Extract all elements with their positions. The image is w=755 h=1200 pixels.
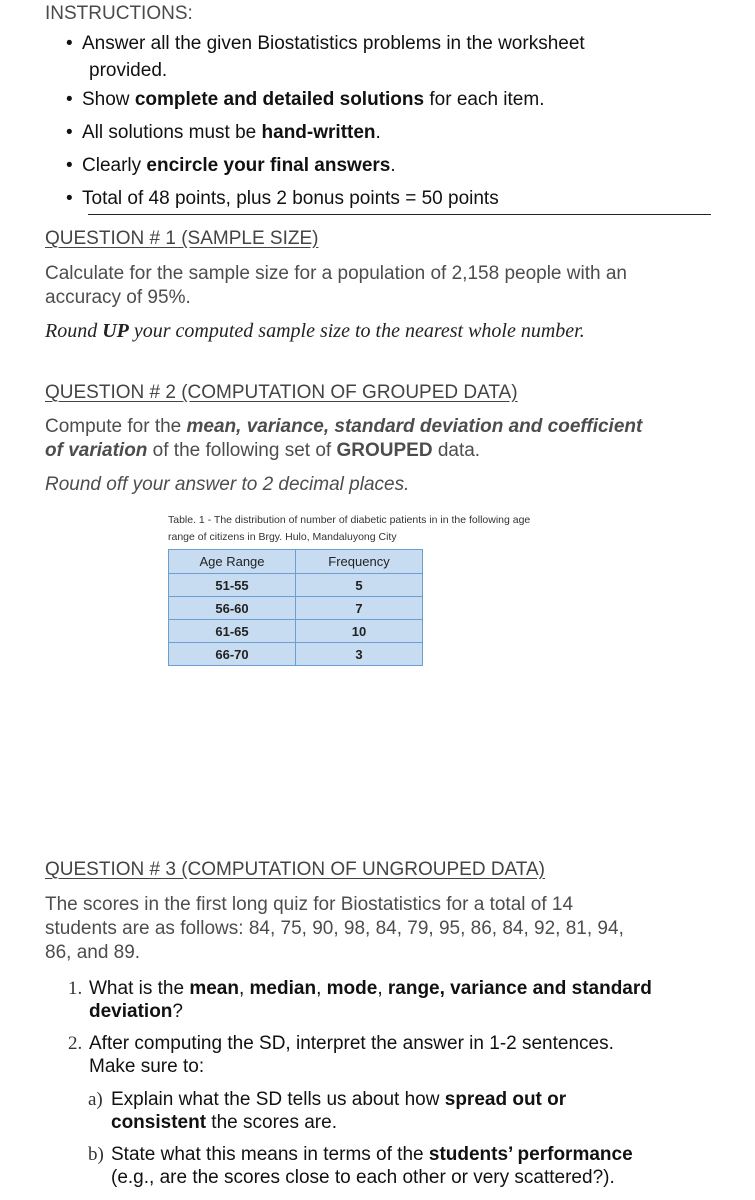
bullet-icon: • — [66, 122, 73, 143]
table-row — [169, 597, 423, 620]
cell-frequency: 7 — [296, 597, 423, 620]
cell-frequency: 5 — [296, 574, 423, 597]
q1-note: Round UP your computed sample size to the nearest whole number. — [45, 320, 585, 342]
instructions-title: INSTRUCTIONS: — [45, 3, 193, 24]
instruction-bullet-1-cont: provided. — [89, 60, 168, 81]
q3-item-2: 2. After computing the SD, interpret the answer in 1-2 sentences. Make sure to: — [68, 1033, 614, 1077]
table-header-row — [169, 550, 423, 574]
bullet-icon: • — [66, 33, 73, 54]
q2-note: Round off your answer to 2 decimal places. — [45, 474, 410, 495]
cell-age-range: 56-60 — [169, 597, 296, 620]
table-row — [169, 620, 423, 643]
cell-age-range: 61-65 — [169, 620, 296, 643]
q2-heading: QUESTION # 2 (COMPUTATION OF GROUPED DATA) — [45, 382, 518, 403]
cell-frequency: 3 — [296, 643, 423, 666]
q3-text: The scores in the first long quiz for Biostatistics for a total of 14 students are as follows: 84, 75, 90, 98, 84, 79, 95, 86, 84, 92, 81, 94, 86, and 89. — [45, 894, 624, 963]
q3-sub-b: b) State what this means in terms of the students’ performance (e.g., are the scores close to each other or very scattered?). — [88, 1144, 633, 1188]
cell-age-range: 51-55 — [169, 574, 296, 597]
instruction-bullet-4: • Clearly encircle your final answers. — [66, 155, 396, 176]
bullet-icon: • — [66, 188, 73, 209]
instruction-bullet-2: • Show complete and detailed solutions for each item. — [66, 89, 545, 110]
instruction-bullet-5: • Total of 48 points, plus 2 bonus points = 50 points — [66, 188, 499, 209]
table-caption: Table. 1 - The distribution of number of diabetic patients in in the following age range of citizens in Brgy. Hulo, Mandaluyong City — [168, 514, 531, 543]
bullet-icon: • — [66, 155, 73, 176]
q3-heading: QUESTION # 3 (COMPUTATION OF UNGROUPED DATA) — [45, 859, 546, 880]
cell-frequency: 10 — [296, 620, 423, 643]
cell-age-range: 66-70 — [169, 643, 296, 666]
header-age-range: Age Range — [169, 550, 296, 574]
header-frequency: Frequency — [296, 550, 423, 574]
table-row — [169, 574, 423, 597]
instruction-bullet-3: • All solutions must be hand-written. — [66, 122, 381, 143]
instruction-bullet-1: • Answer all the given Biostatistics problems in the worksheet — [66, 33, 585, 54]
frequency-table — [168, 549, 423, 666]
q1-text: Calculate for the sample size for a population of 2,158 people with an accuracy of 95%. — [45, 263, 627, 308]
q2-text: Compute for the mean, variance, standard deviation and coefficient of variation of the following set of GROUPED data. — [45, 416, 643, 461]
bullet-icon: • — [66, 89, 73, 110]
q1-heading: QUESTION # 1 (SAMPLE SIZE) — [45, 228, 319, 249]
q3-sub-a: a) Explain what the SD tells us about how spread out or consistent the scores are. — [88, 1089, 567, 1133]
q3-item-1: 1. What is the mean, median, mode, range, variance and standard deviation? — [68, 978, 652, 1022]
table-row — [169, 643, 423, 666]
divider — [88, 214, 711, 215]
